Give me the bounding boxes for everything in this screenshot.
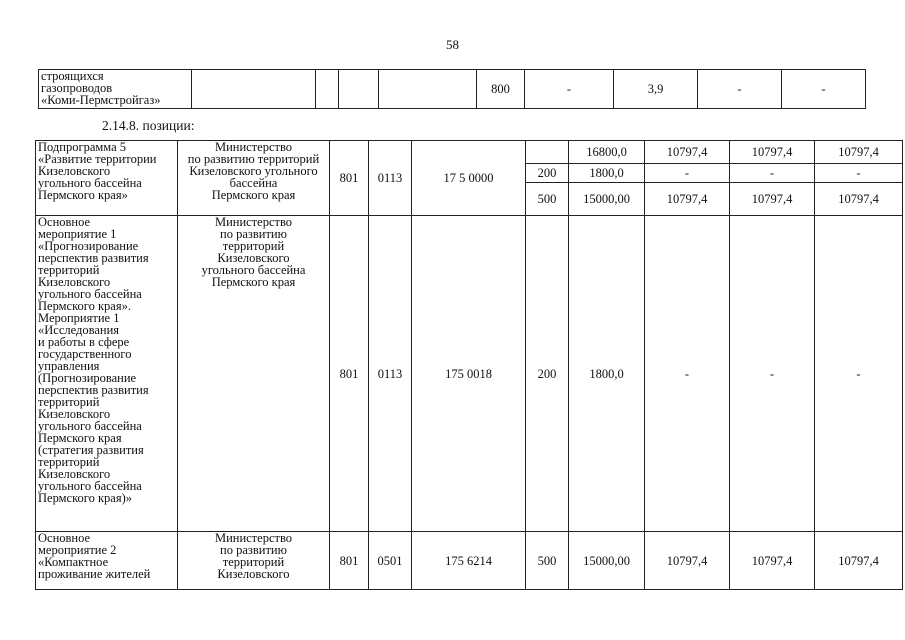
value-cell: -: [645, 216, 730, 532]
rzpr-cell: 0113: [369, 216, 412, 532]
table-row: [39, 70, 866, 109]
grbs-cell: [316, 70, 339, 109]
event1-name: Основное мероприятие 1 «Прогнозирование перспектив развития территорий Кизеловского угольного бассейна Пермского края». Мероприятие 1 «Исследования и работы в сфере государственного управления (Прогнозирование перспектив развития территорий Кизеловского угольного бассейна Пермского края (стратегия развития территорий Кизеловского угольного бассейна Пермского края)»: [36, 216, 178, 532]
value-cell: 10797,4: [730, 141, 815, 164]
value-cell: 10797,4: [815, 141, 903, 164]
value-cell: 1800,0: [569, 164, 645, 183]
subprogram-name: Подпрограмма 5 «Развитие территории Кизеловского угольного бассейна Пермского края»: [36, 141, 178, 216]
vr-cell: 500: [526, 532, 569, 590]
vr-cell: [526, 141, 569, 164]
rzpr-cell: 0501: [369, 532, 412, 590]
value-cell: 10797,4: [645, 141, 730, 164]
value-cell: -: [730, 164, 815, 183]
rzpr-cell: 0113: [369, 141, 412, 216]
value-cell: 10797,4: [815, 183, 903, 216]
value-cell: 10797,4: [645, 183, 730, 216]
vr-cell: 500: [526, 183, 569, 216]
value-cell: 10797,4: [645, 532, 730, 590]
value-cell: 16800,0: [569, 141, 645, 164]
value-cell: 3,9: [614, 70, 698, 109]
vr-cell: 200: [526, 164, 569, 183]
value-cell: -: [730, 216, 815, 532]
value-cell: 1800,0: [569, 216, 645, 532]
value-cell: -: [815, 216, 903, 532]
value-cell: 15000,00: [569, 532, 645, 590]
section-subheading: 2.14.8. позиции:: [102, 118, 195, 133]
table-row: [36, 216, 903, 532]
csr-cell: [379, 70, 477, 109]
event2-name: Основное мероприятие 2 «Компактное проживание жителей: [36, 532, 178, 590]
value-cell: 10797,4: [730, 532, 815, 590]
subprogram-executor: Министерство по развитию территорий Кизеловского угольного бассейна Пермского края: [178, 141, 330, 216]
grbs-cell: 801: [330, 532, 369, 590]
page-number: 58: [446, 37, 459, 52]
executor-cell: [192, 70, 316, 109]
table-row: [36, 532, 903, 590]
value-cell: -: [698, 70, 782, 109]
csr-cell: 17 5 0000: [412, 141, 526, 216]
budget-table: [35, 140, 903, 590]
value-cell: 15000,00: [569, 183, 645, 216]
grbs-cell: 801: [330, 216, 369, 532]
value-cell: -: [645, 164, 730, 183]
top-table-fragment: [38, 69, 866, 109]
value-cell: -: [525, 70, 614, 109]
event2-executor: Министерство по развитию территорий Кизеловского: [178, 532, 330, 590]
table-row: [36, 141, 903, 164]
value-cell: 10797,4: [815, 532, 903, 590]
value-cell: -: [782, 70, 866, 109]
rzpr-cell: [339, 70, 379, 109]
event1-executor: Министерство по развитию территорий Кизеловского угольного бассейна Пермского края: [178, 216, 330, 532]
csr-cell: 175 0018: [412, 216, 526, 532]
value-cell: -: [815, 164, 903, 183]
row-name: строящихся газопроводов «Коми-Пермстройгаз»: [39, 70, 192, 109]
grbs-cell: 801: [330, 141, 369, 216]
csr-cell: 175 6214: [412, 532, 526, 590]
value-cell: 10797,4: [730, 183, 815, 216]
vr-cell: 800: [477, 70, 525, 109]
vr-cell: 200: [526, 216, 569, 532]
